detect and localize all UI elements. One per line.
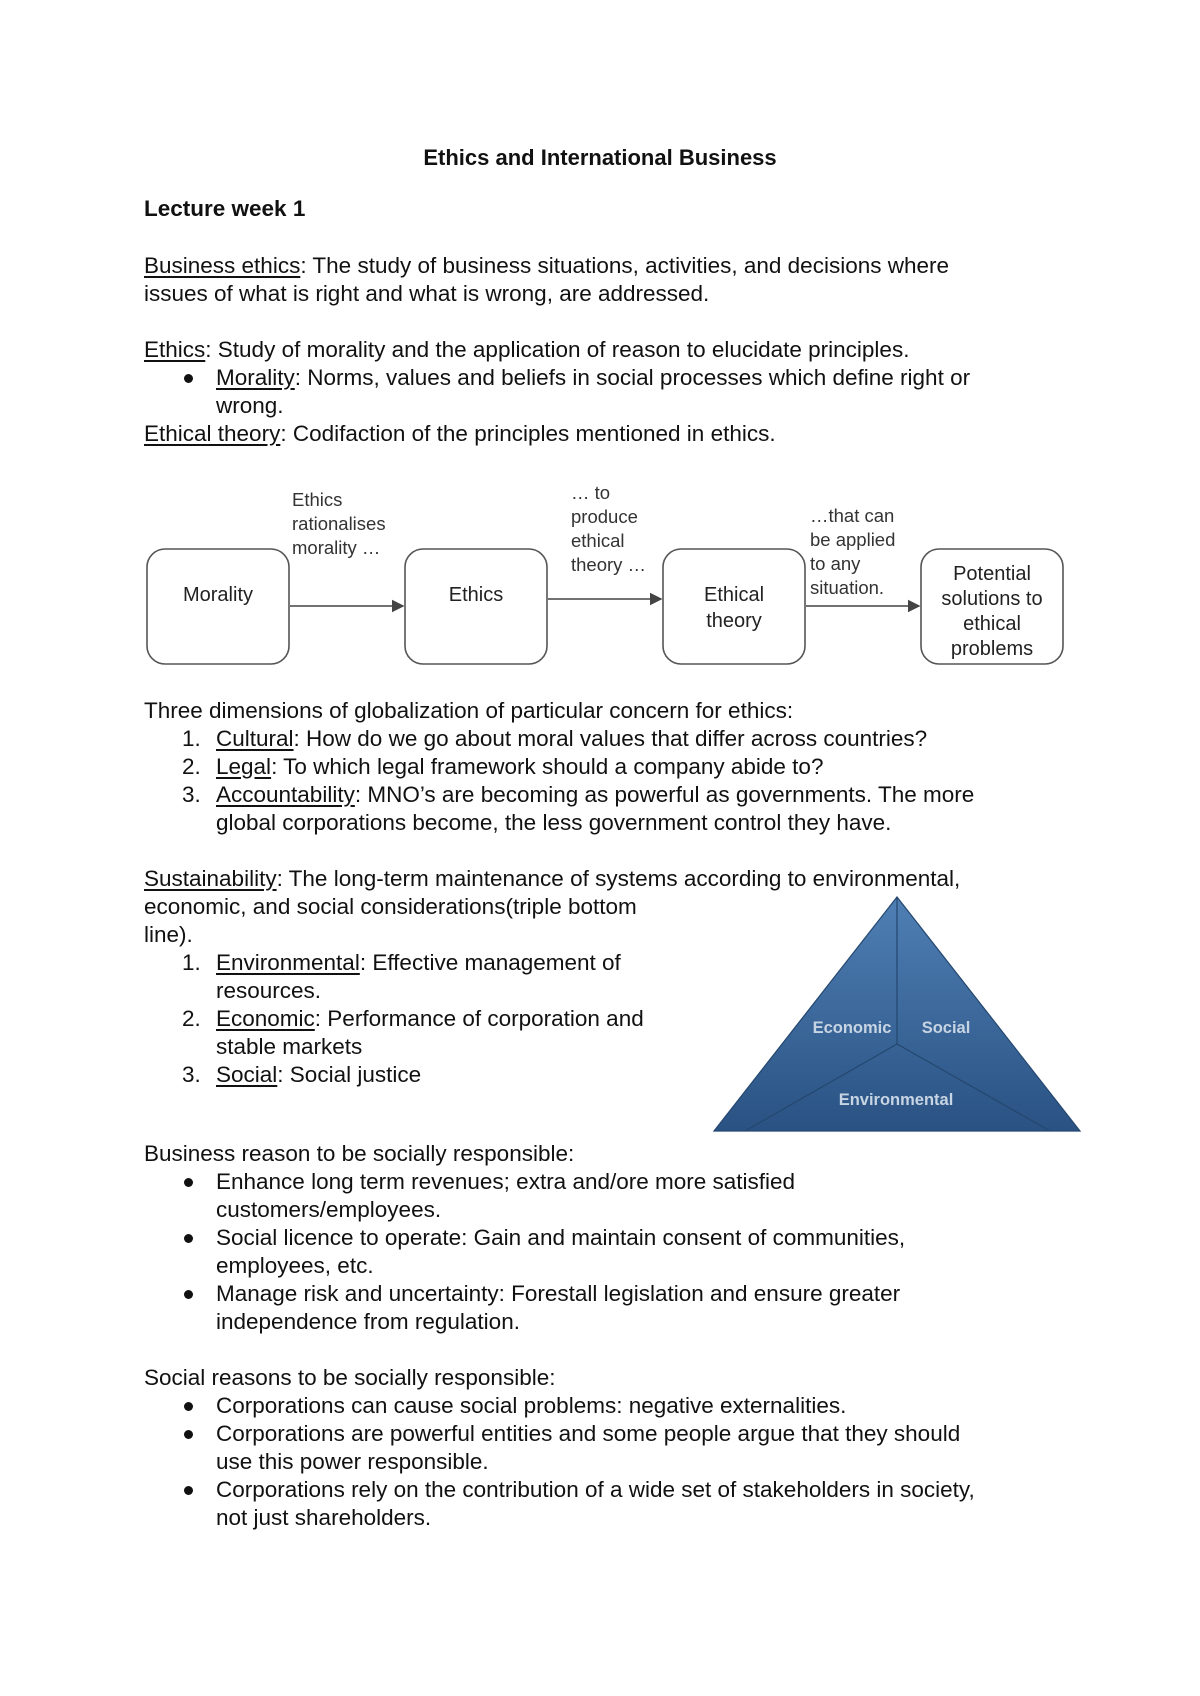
flow-box-ethics-label: Ethics bbox=[448, 584, 504, 606]
legal-text: : To which legal framework should a company abide to? bbox=[271, 754, 824, 779]
list-number: 1. bbox=[182, 726, 201, 751]
economic-term: Economic bbox=[216, 1006, 315, 1031]
triangle-label-economic: Economic bbox=[812, 1019, 892, 1037]
social-reason-item-line2: use this power responsible. bbox=[216, 1449, 489, 1474]
globalization-item-legal bbox=[216, 753, 823, 781]
globalization-item-cultural bbox=[216, 725, 927, 753]
business-ethics-text: : The study of business situations, activities, and decisions where bbox=[300, 253, 950, 278]
social-term: Social bbox=[216, 1062, 278, 1087]
list-number: 3. bbox=[182, 1062, 201, 1087]
list-number: 3. bbox=[182, 782, 201, 807]
flow-label-3-line-4: situation. bbox=[810, 577, 885, 598]
economic-text-line2: stable markets bbox=[216, 1034, 363, 1059]
flow-box-solutions-label-1: Potential bbox=[953, 563, 1031, 585]
flow-box-ethics bbox=[405, 549, 547, 664]
flow-box-morality-label: Morality bbox=[182, 584, 254, 606]
bullet-icon bbox=[184, 1234, 193, 1243]
business-ethics-term: Business ethics bbox=[144, 253, 301, 278]
flow-label-2-line-2: produce bbox=[571, 506, 638, 527]
flow-diagram bbox=[0, 0, 1200, 700]
flow-label-3-line-1: …that can bbox=[810, 505, 895, 526]
cultural-text: : How do we go about moral values that differ across countries? bbox=[293, 726, 928, 751]
economic-text: : Performance of corporation and bbox=[314, 1006, 644, 1031]
flow-label-3-line-2: be applied bbox=[810, 529, 896, 550]
list-number: 2. bbox=[182, 754, 201, 779]
social-text: : Social justice bbox=[277, 1062, 422, 1087]
morality-text: : Norms, values and beliefs in social processes which define right or bbox=[294, 365, 971, 390]
flow-box-solutions-label-3: ethical bbox=[963, 613, 1021, 635]
flow-label-2-line-4: theory … bbox=[571, 554, 647, 575]
flow-label-3-line-3: to any bbox=[810, 553, 861, 574]
accountability-text: : MNO’s are becoming as powerful as governments. The more bbox=[354, 782, 975, 807]
bullet-icon bbox=[184, 1178, 193, 1187]
triangle-label-environmental: Environmental bbox=[838, 1091, 954, 1109]
bullet-icon bbox=[184, 1290, 193, 1299]
sustainability-item-social bbox=[216, 1061, 421, 1089]
globalization-intro: Three dimensions of globalization of particular concern for ethics: bbox=[144, 698, 794, 723]
bullet-icon bbox=[184, 1402, 193, 1411]
business-reason-item-line2: customers/employees. bbox=[216, 1197, 442, 1222]
environmental-text: : Effective management of bbox=[359, 950, 621, 975]
social-reason-item: Corporations are powerful entities and some people argue that they should bbox=[216, 1421, 961, 1446]
cultural-term: Cultural bbox=[216, 726, 294, 751]
bullet-icon bbox=[184, 1486, 193, 1495]
list-number: 1. bbox=[182, 950, 201, 975]
flow-box-morality bbox=[147, 549, 289, 664]
flow-label-1-line-3: morality … bbox=[292, 537, 381, 558]
lecture-heading: Lecture week 1 bbox=[144, 196, 306, 221]
flow-label-1-line-2: rationalises bbox=[292, 513, 386, 534]
social-reason-item: Corporations can cause social problems: negative externalities. bbox=[216, 1393, 847, 1418]
business-reasons-intro: Business reason to be socially responsible: bbox=[144, 1141, 575, 1166]
triangle-label-social: Social bbox=[921, 1019, 971, 1037]
environmental-text-line2: resources. bbox=[216, 978, 322, 1003]
ethics-text: : Study of morality and the application of reason to elucidate principles. bbox=[205, 337, 910, 362]
flow-box-ethical-theory bbox=[663, 549, 805, 664]
business-reason-item: Enhance long term revenues; extra and/ore more satisfied bbox=[216, 1169, 796, 1194]
flow-box-ethical-theory-label-2: theory bbox=[706, 610, 762, 632]
sustainability-text: : The long-term maintenance of systems according to environmental, bbox=[276, 866, 961, 891]
flow-label-1-line-1: Ethics bbox=[292, 489, 343, 510]
globalization-item-accountability bbox=[216, 781, 974, 809]
ethical-theory-term: Ethical theory bbox=[144, 421, 281, 446]
flow-label-2-line-1: … to bbox=[571, 482, 611, 503]
business-reason-item-line2: independence from regulation. bbox=[216, 1309, 520, 1334]
social-reason-item: Corporations rely on the contribution of a wide set of stakeholders in society, bbox=[216, 1477, 975, 1502]
sustainability-term: Sustainability bbox=[144, 866, 277, 891]
legal-term: Legal bbox=[216, 754, 272, 779]
accountability-term: Accountability bbox=[216, 782, 355, 807]
business-ethics-text-line2: issues of what is right and what is wrong, are addressed. bbox=[144, 281, 710, 306]
sustainability-item-economic bbox=[216, 1005, 644, 1033]
bullet-icon bbox=[184, 1430, 193, 1439]
triple-bottom-line-triangle bbox=[700, 880, 1090, 1140]
document-title: Ethics and International Business bbox=[423, 145, 777, 170]
business-reason-item-line2: employees, etc. bbox=[216, 1253, 374, 1278]
ethics-term: Ethics bbox=[144, 337, 206, 362]
morality-term: Morality bbox=[216, 365, 295, 390]
accountability-text-line2: global corporations become, the less government control they have. bbox=[216, 810, 892, 835]
sustainability-text-line2: economic, and social considerations(triple bottom bbox=[144, 894, 637, 919]
social-reason-item-line2: not just shareholders. bbox=[216, 1505, 432, 1530]
business-reason-item: Social licence to operate: Gain and maintain consent of communities, bbox=[216, 1225, 906, 1250]
sustainability-item-environmental bbox=[216, 949, 621, 977]
sustainability-text-line3: line). bbox=[144, 922, 193, 947]
flow-box-solutions-label-4: problems bbox=[950, 638, 1034, 660]
social-reasons-intro: Social reasons to be socially responsible: bbox=[144, 1365, 556, 1390]
flow-label-2-line-3: ethical bbox=[571, 530, 625, 551]
list-number: 2. bbox=[182, 1006, 201, 1031]
morality-text-line2: wrong. bbox=[216, 393, 284, 418]
flow-box-ethical-theory-label-1: Ethical bbox=[703, 584, 765, 606]
flow-box-solutions-label-2: solutions to bbox=[941, 588, 1043, 610]
environmental-term: Environmental bbox=[216, 950, 360, 975]
business-reason-item: Manage risk and uncertainty: Forestall legislation and ensure greater bbox=[216, 1281, 901, 1306]
ethical-theory-text: : Codifaction of the principles mentioned in ethics. bbox=[280, 421, 776, 446]
